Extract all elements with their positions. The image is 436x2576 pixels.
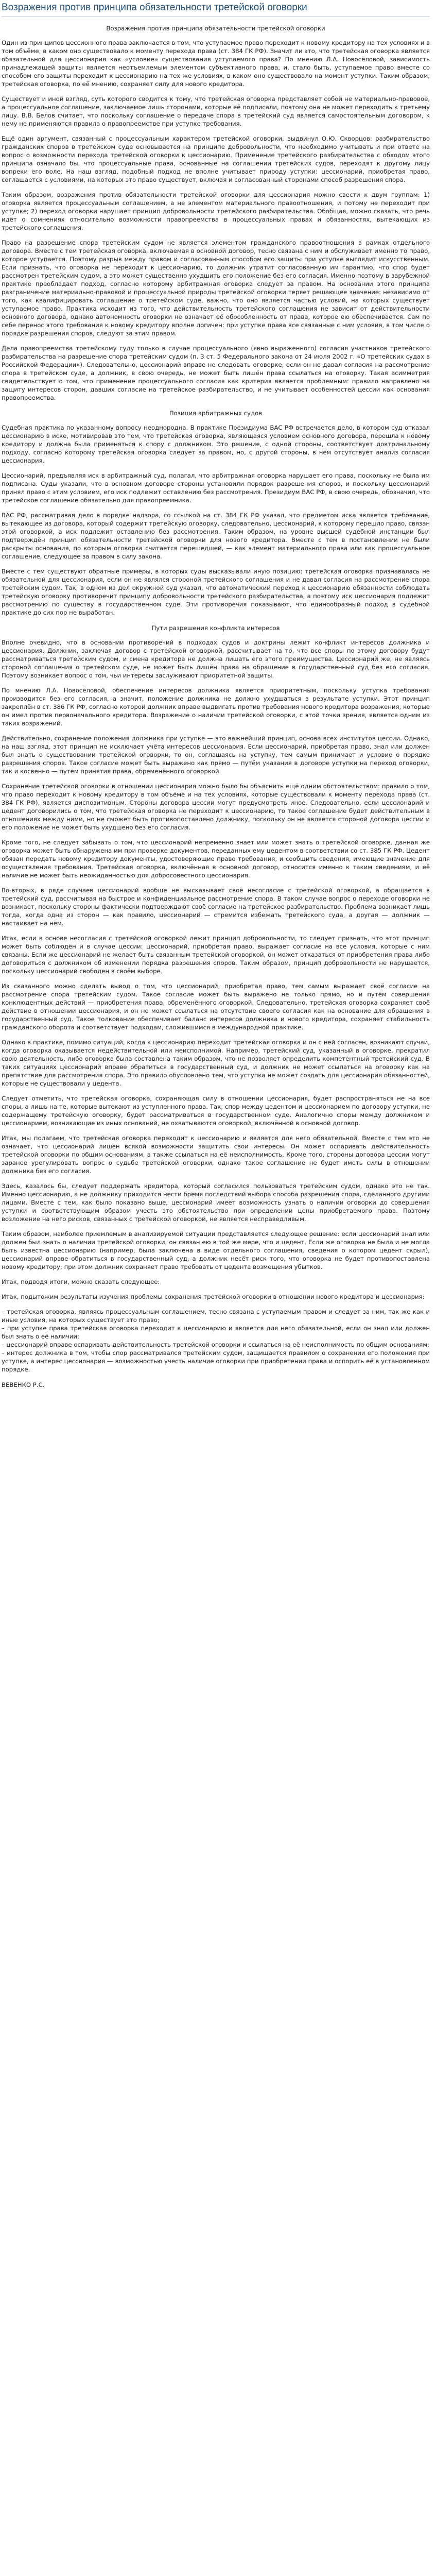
paragraph: По мнению Л.А. Новосёловой, обеспечение интересов должника является приоритетным, поскольку уступка требования производится без его согласия, а значит, положение должника не должно ухудшаться в результате уступки. Этот принцип закреплён в ст. 386 ГК РФ, согласно которой должник вправе выдвигать против требования нового кредитора возражения, которые он имел против первоначального кредитора. Возражение о наличии третейской оговорки, с этой точки зрения, является одним из таких возражений. [2, 687, 430, 727]
paragraph: Здесь, казалось бы, следует поддержать кредитора, который согласился пользоваться третейским судом, однако это не так. Именно цессионарию, а не должнику приходится нести бремя последствий выбора способа разрешения спора, сделанного другими лицами. Вместе с тем, как было показано выше, цессионарий имеет возможность узнать о наличии оговорки до совершения уступки и соответствующим образом учесть это обстоятельство при определении цены приобретаемого права. Поэтому возложение на него рисков, связанных с третейской оговоркой, не является несправедливым. [2, 1182, 430, 1223]
section-heading: Пути разрешения конфликта интересов [151, 624, 280, 632]
paragraph: Вместе с тем существуют обратные примеры, в которых суды высказывали иную позицию: третейская оговорка признавалась не обязательной для цессионария, если он не являлся стороной третейского соглашения и не давал согласия на рассмотрение спора третейским судом. Так, в одном из дел окружной суд указал, что автоматический переход к цессионарию обязанности соблюдать третейскую оговорку противоречит принципу добровольности третейского разбирательства, а поэтому иск цессионария подлежит рассмотрению по существу в государственном суде. Эти противоречия показывают, что единообразный подход в судебной практике до сих пор не выработан. [2, 568, 430, 616]
paragraph: Итак, подводя итоги, можно сказать следующее: [2, 1278, 160, 1285]
paragraph: Ещё один аргумент, связанный с процессуальным характером третейской оговорки, выдвинул О.Ю. Скворцов: разбирательство гражданских споров в третейском суде основывается на принципе добровольности, что необходимо учитывать и при ответе на вопрос о возможности перехода третейской оговорки к цессионарию. Применение третейского разбирательства с обходом этого принципа означало бы, что процессуальные права, основанные на соглашении третейских судов, переходят к другому лицу вопреки его воле. На наш взгляд, подобный подход не вполне учитывает природу уступки: цессионарий, приобретая право, соглашается с условиями, на которых это право существует, включая и согласованный сторонами способ разрешения спора. [2, 135, 430, 183]
paragraph: ВАС РФ, рассматривая дело в порядке надзора, со ссылкой на ст. 384 ГК РФ указал, что предметом иска является требование, вытекающее из договора, который содержит третейскую оговорку, следовательно, цессионарий, к которому перешло право, связан этой оговоркой, а иск подлежит оставлению без рассмотрения. Таким образом, на уровне высшей судебной инстанции был подтверждён принцип обязательности третейской оговорки для нового кредитора. Вместе с тем в постановлении не были раскрыты основания, по которым оговорка считается перешедшей, — как элемент материального права или как процессуальное соглашение, следующее за правом в силу закона. [2, 512, 430, 560]
paragraph: Однако в практике, помимо ситуаций, когда к цессионарию переходит третейская оговорка и он с ней согласен, возникают случаи, когда оговорка оказывается недействительной или неисполнимой. Например, третейский суд, указанный в оговорке, прекратил свою деятельность, либо оговорка была составлена таким образом, что не позволяет определить компетентный третейский суд. В таких ситуациях цессионарий вправе обратиться в государственный суд, и должник не может ссылаться на оговорку как на препятствие для рассмотрения спора. Это правило обусловлено тем, что уступка не может создать для цессионария обязанностей, которые не существовали у цедента. [2, 1039, 430, 1087]
paragraph: Итак, подытожим результаты изучения проблемы сохранения третейской оговорки в отношении нового кредитора и цессионария: [2, 1293, 425, 1300]
title-divider [2, 16, 430, 17]
paragraph: Цессионарий, предъявляя иск в арбитражный суд, полагал, что арбитражная оговорка нарушает его права, поскольку не была им подписана. Суды указали, что в основном договоре стороны установили порядок разрешения споров, и поскольку цессионарий принял право с этим условием, его иск подлежит оставлению без рассмотрения. Президиум ВАС РФ, в свою очередь, обозначил, что третейское соглашение обязательно для правопреемника. [2, 472, 430, 504]
author-signature: ВЕВЕНКО Р.С. [2, 1381, 45, 1388]
list-item: – при уступке права третейская оговорка переходит к цессионарию и является для него обязательной, если он знал или должен был знать о её наличии; [2, 1325, 430, 1340]
article-body [2, 24, 430, 1389]
paragraph: Итак, если в основе несогласия с третейской оговоркой лежит принцип добровольности, то следует признать, что этот принцип может быть соблюдён и в случае цессии: цессионарий, приобретая право, выражает согласие на все условия, которые с ним связаны. Если же цессионарий не желает быть связанным третейской оговоркой, он может отказаться от приобретения права либо договориться с должником об изменении порядка разрешения споров. Таким образом, принцип добровольности не нарушается, поскольку цессионарий свободен в своём выборе. [2, 935, 430, 975]
list-item: – третейская оговорка, являясь процессуальным соглашением, тесно связана с уступаемым правом и следует за ним, так же как и иные условия, на которых существует это право; [2, 1308, 430, 1324]
section-heading: Позиция арбитражных судов [169, 410, 263, 417]
section-heading: Возражения против принципа обязательности третейской оговорки [106, 25, 325, 32]
paragraph: Из сказанного можно сделать вывод о том, что цессионарий, приобретая право, тем самым выражает своё согласие на рассмотрение спора третейским судом. Такое согласие может быть выражено не только прямо, но и путём совершения конклюдентных действий — приобретения права, обременённого оговоркой. Следовательно, третейская оговорка сохраняет своё действие в отношении цессионария, и он не может ссылаться на отсутствие своего согласия как на основание для обращения в государственный суд. Такое толкование обеспечивает баланс интересов должника и нового кредитора, сохраняет стабильность гражданского оборота и соответствует подходам, сложившимся в международной практике. [2, 982, 430, 1031]
paragraph: – интерес должника в том, чтобы спор рассматривался третейским судом, защищается правилом о сохранении его положения при уступке, а интерес цессионария — возможностью учесть наличие оговорки при приобретении права и оспорить её в установленном порядке. [2, 1349, 430, 1373]
paragraph: Существует и иной взгляд, суть которого сводится к тому, что третейская оговорка представляет собой не материально-правовое, а процессуальное соглашение, заключаемое лишь сторонами, которые её подписали, поэтому она не может переходить к третьему лицу. В.В. Белов считает, что поскольку соглашение о передаче спора в третейский суд является самостоятельным договором, к нему не применяются правила о правопреемстве при уступке требования. [2, 95, 430, 127]
paragraph: Дела правопреемства третейскому суду только в случае процессуального (явно выраженного) согласия участников третейского разбирательства на разрешение спора третейским судом (п. 3 ст. 5 Федерального закона от 24 июля 2002 г. «О третейских судах в Российской Федерации»). Следовательно, цессионарий вправе не следовать оговорке, если он не давал согласия на рассмотрение спора в третейском суде, а должник, в свою очередь, не может быть лишён права ссылаться на оговорку. Такая асимметрия свидетельствует о том, что применение процессуального согласия как критерия является проблемным: правило направлено на защиту интересов сторон, давших согласие на третейское разбирательство, и не учитывает особенностей цессии как основания правопреемства. [2, 345, 430, 401]
paragraph: Судебная практика по указанному вопросу неоднородна. В практике Президиума ВАС РФ встречается дело, в котором суд отказал цессионарию в иске, мотивировав это тем, что третейская оговорка, являющаяся условием основного договора, перешла к новому кредитору и должна была применяться к спору с должником. Это решение, с одной стороны, соответствует доктринальному подходу, согласно которому третейская оговорка следует за правом, но, с другой стороны, в нём отсутствует анализ согласия цессионария. [2, 424, 430, 464]
paragraph: Вполне очевидно, что в основании противоречий в подходах судов и доктрины лежит конфликт интересов должника и цессионария. Должник, заключая договор с третейской оговоркой, рассчитывает на то, что все споры по этому договору будут рассматриваться третейским судом, и смена кредитора не должна лишать его этого преимущества. Цессионарий же, не являясь стороной соглашения о третейском суде, не может быть лишён права на обращение в государственный суд без его согласия. Поэтому возникает вопрос о том, чьи интересы заслуживают приоритетной защиты. [2, 639, 430, 679]
paragraph: Сохранение третейской оговорки в отношении цессионария можно было бы объяснить ещё одним обстоятельством: правило о том, что право переходит к новому кредитору в том объёме и на тех условиях, которые существовали к моменту перехода права (ст. 384 ГК РФ), является диспозитивным. Стороны договора цессии могут предусмотреть иное. Следовательно, если цессионарий и цедент договорились о том, что третейская оговорка не переходит к цессионарию, то такое соглашение будет действительным в отношениях между ними, но не сможет быть противопоставлено должнику, поскольку он не является стороной договора цессии и его положение не может быть ухудшено без его согласия. [2, 783, 430, 831]
paragraph: Итак, мы полагаем, что третейская оговорка переходит к цессионарию и является для него обязательной. Вместе с тем это не означает, что цессионарий лишён всякой возможности защитить свои интересы. Он может оспаривать действительность третейской оговорки по общим основаниям, а также ссылаться на её неисполнимость. Кроме того, стороны договора цессии могут заранее урегулировать вопрос о судьбе третейской оговорки, однако такое соглашение не будет иметь силы в отношении должника без его согласия. [2, 1134, 430, 1175]
list-item: – цессионарий вправе оспаривать действительность третейской оговорки и ссылаться на её неисполнимость по общим основаниям; [2, 1341, 430, 1348]
paragraph: Право на разрешение спора третейским судом не является элементом гражданского правоотношения в рамках отдельного договора. Вместе с тем третейская оговорка, включаемая в основной договор, тесно связана с ним и обслуживает именно то право, которое уступается. Поэтому разрыв между правом и согласованным способом его защиты при уступке выглядит искусственным. Если признать, что оговорка не переходит к цессионарию, то должник утратит согласованную им гарантию, что спор будет рассмотрен третейским судом, а это может существенно ухудшить его положение без его согласия. Именно поэтому в зарубежной практике преобладает подход, согласно которому арбитражная оговорка следует за правом. На основании этого принципа разграничение материально-правовой и процессуальной природы третейской оговорки теряет решающее значение: независимо от того, как квалифицировать соглашение о третейском суде, важно, что оно является частью условий, на которых существует уступаемое право. Практика исходит из того, что действительность третейского соглашения не зависит от действительности основного договора, однако автономность оговорки не означает её обособленность от права, которое ею обеспечивается. Сам по себе перенос этого требования к новому кредитору вполне логичен: при уступке права все связанные с ним условия, в том числе о порядке разрешения споров, следуют за этим правом. [2, 239, 430, 337]
paragraph: Один из принципов цессионного права заключается в том, что уступаемое право переходит к новому кредитору на тех условиях и в том объёме, в каком оно существовало к моменту перехода права (ст. 384 ГК РФ). Значит ли это, что третейская оговорка является обязательной для цессионария как «условие» существования уступаемого права? По мнению Л.А. Новосёловой, зависимость принадлежащей защиты является неотъемлемым элементом субъективного права, и, стало быть, уступаемое право вместе со способом его защиты переходит к цессионарию на тех же условиях, в каком оно существовало на момент уступки. Таким образом, третейская оговорка, по её мнению, сохраняет силу для нового кредитора. [2, 39, 430, 88]
paragraph: Кроме того, не следует забывать о том, что цессионарий непременно знает или может знать о третейской оговорке, данная же оговорка может быть обнаружена им при проверке документов, переданных ему цедентом в соответствии со ст. 385 ГК РФ. Цедент обязан передать новому кредитору документы, удостоверяющие право требования, и сообщить сведения, имеющие значение для осуществления требования. Третейская оговорка, включённая в основной договор, относится именно к таким сведениям, и её наличие не может быть неожиданностью для добросовестного цессионария. [2, 839, 430, 879]
paragraph: Таким образом, наиболее приемлемым в анализируемой ситуации представляется следующее решение: если цессионарий знал или должен был знать о наличии третейской оговорки, он связан ею в той же мере, что и цедент. Если же оговорка не была и не могла быть известна цессионарию (например, была заключена в виде отдельного соглашения, сведения о котором цедент скрыл), цессионарий вправе обратиться в государственный суд, а должник несёт риск того, что оговорка не будет противопоставлена новому кредитору; при этом должник сохраняет право требовать от цедента возмещения убытков. [2, 1230, 430, 1270]
paragraph: Таким образом, возражения против обязательности третейской оговорки для цессионария можно свести к двум группам: 1) оговорка является процессуальным соглашением, а не элементом материального правоотношения, и потому не переходит при уступке; 2) переход оговорки нарушает принцип добровольности третейского разбирательства. Обобщая, можно сказать, что речь идёт о сомнениях относительно возможности правопреемства в процессуальных правах и обязанностях, вытекающих из третейского соглашения. [2, 191, 430, 231]
page-title: Возражения против принципа обязательности третейской оговорки [2, 2, 307, 13]
paragraph: Во-вторых, в ряде случаев цессионарий вообще не высказывает своё несогласие с третейской оговоркой, а обращается в третейский суд, рассчитывая на быстрое и конфиденциальное рассмотрение спора. В таком случае вопрос о переходе оговорки не возникает, поскольку стороны фактически подтверждают своё согласие на третейское разбирательство. Проблема возникает лишь тогда, когда одна из сторон — как правило, цессионарий — стремится избежать третейского суда, а другая — должник — настаивает на нём. [2, 887, 430, 927]
paragraph: Следует отметить, что третейская оговорка, сохраняющая силу в отношении цессионария, будет распространяться не на все споры, а лишь на те, которые вытекают из уступленного права. Так, спор между цедентом и цессионарием по договору уступки, не содержащему третейскую оговорку, будет рассматриваться в государственном суде. Аналогично споры между должником и цессионарием, возникающие из иных оснований, не охватываются оговоркой, включённой в основной договор. [2, 1095, 430, 1127]
paragraph: Действительно, сохранение положения должника при уступке — это важнейший принцип, основа всех институтов цессии. Однако, на наш взгляд, этот принцип не исключает учёта интересов цессионария. Если цессионарий, приобретая право, знал или должен был знать о существовании третейской оговорки, то он, соглашаясь на уступку, тем самым принимает и условие о порядке разрешения споров. Такое согласие может быть выражено как прямо — путём указания в договоре уступки на переход оговорки, так и косвенно — путём принятия права, обременённого оговоркой. [2, 735, 430, 775]
